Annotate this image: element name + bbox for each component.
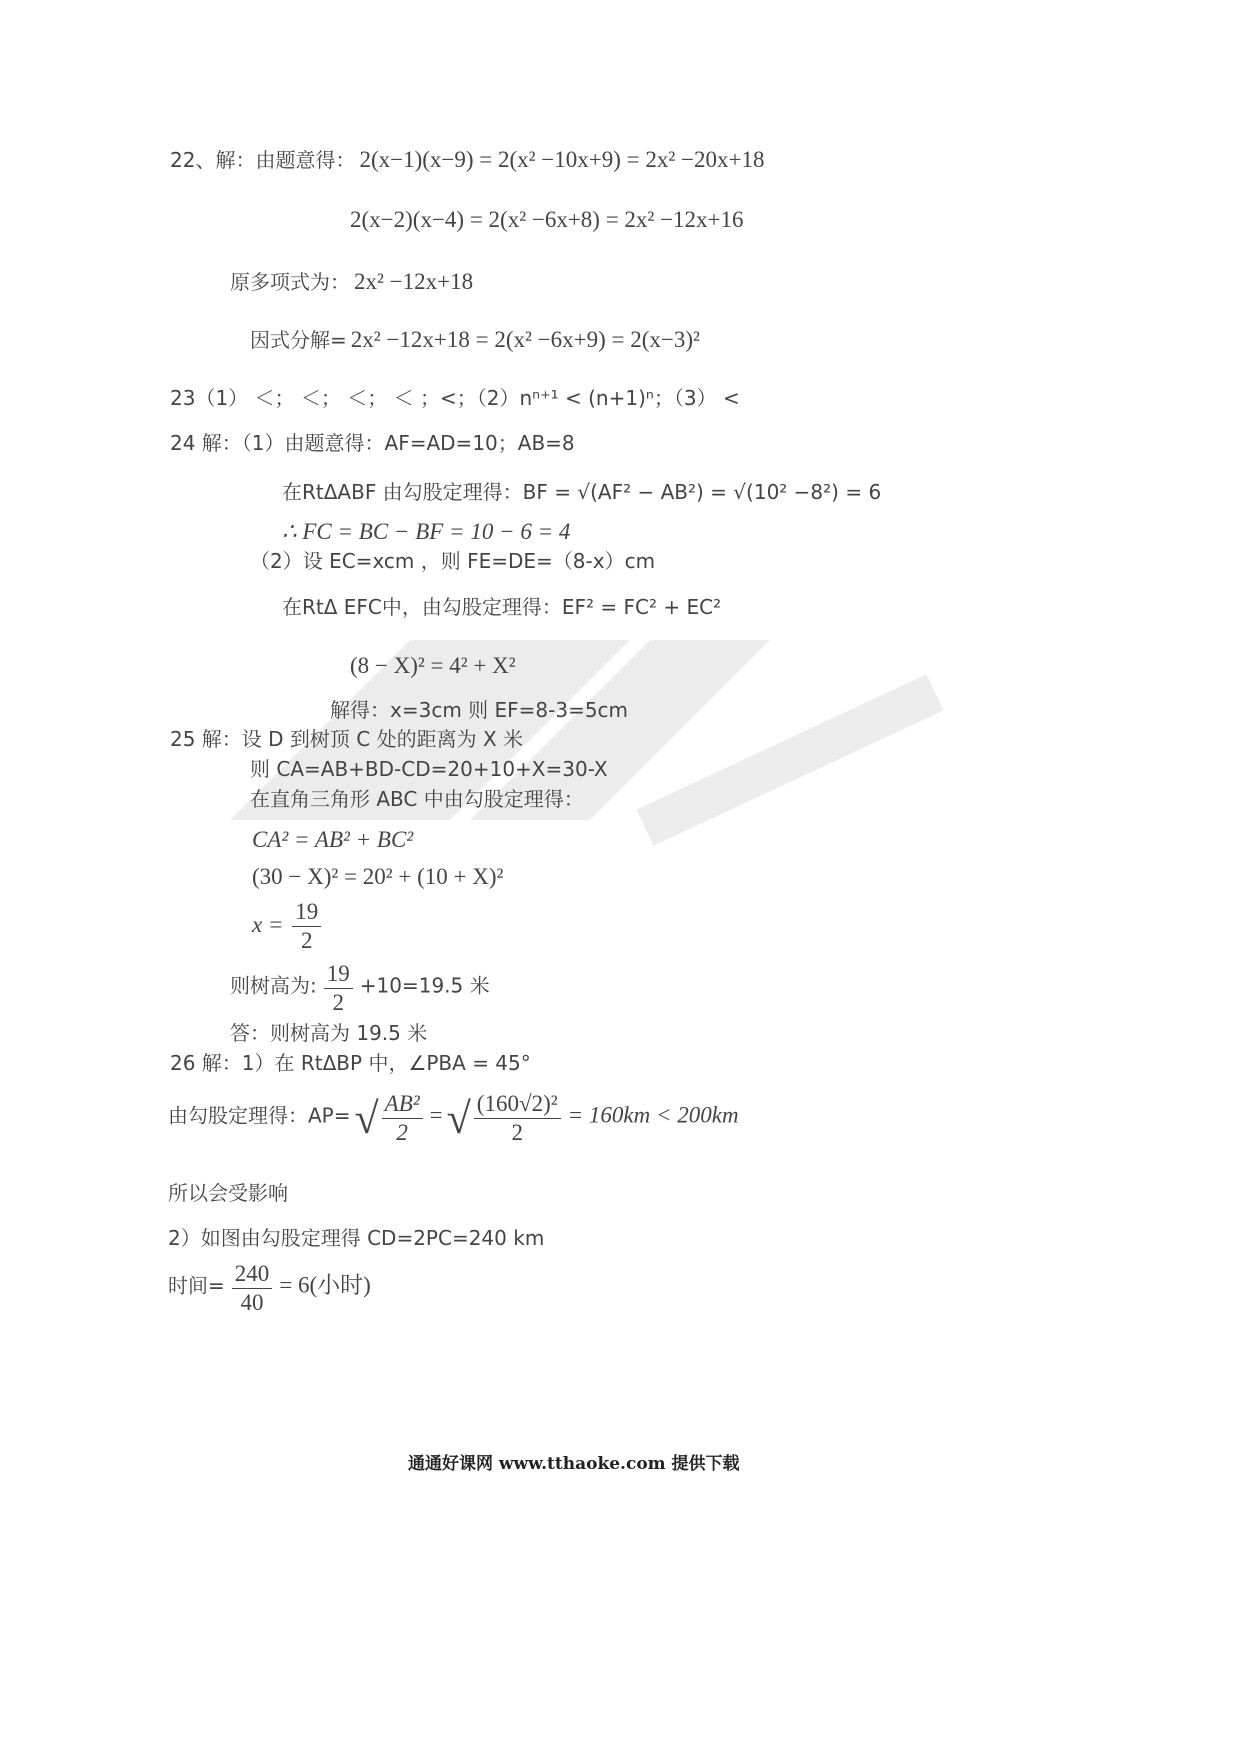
q22-line	[170, 148, 764, 171]
q22-factor-line	[250, 328, 700, 351]
q25-x-solution	[252, 900, 324, 953]
q25-height-fraction	[324, 962, 353, 1015]
q26-equals: =	[429, 1102, 443, 1128]
q22-poly-line	[230, 270, 473, 293]
q25-eq2: (30 − X)² = 20² + (10 + X)²	[252, 864, 504, 889]
q24-line3: ∴ FC = BC − BF = 10 − 6 = 4	[282, 519, 571, 544]
q22-label: 22、解：由题意得：	[170, 148, 356, 172]
q25-height-line	[230, 962, 490, 1015]
q26-ap-label: 由勾股定理得：AP=	[168, 1103, 351, 1128]
q24-line6: (8 − X)² = 4² + X²	[350, 653, 516, 678]
q26-line1: 26 解：1）在 RtΔBP 中，∠PBA = 45°	[170, 1051, 531, 1075]
q26-radical-1	[355, 1092, 426, 1145]
q26-fraction-1-numerator: AB²	[382, 1092, 423, 1119]
q24-line2: 在RtΔABF 由勾股定理得：BF = √(AF² − AB²) = √(10² −8²) = 6	[282, 480, 882, 504]
q26-time-result: = 6(小时)	[279, 1272, 371, 1298]
q24-line5: 在RtΔ EFC中，由勾股定理得：EF² = FC² + EC²	[282, 595, 722, 619]
q24-line1: 24 解：（1）由题意得：AF=AD=10；AB=8	[170, 431, 575, 455]
q25-x-numerator: 19	[292, 900, 321, 927]
q26-ap-result: = 160km < 200km	[567, 1102, 739, 1128]
q22-poly: 2x² −12x+18	[354, 269, 474, 294]
q22-factor: 2x² −12x+18 = 2(x² −6x+9) = 2(x−3)²	[350, 327, 700, 352]
q25-line3: 在直角三角形 ABC 中由勾股定理得：	[250, 787, 584, 811]
q25-answer: 答：则树高为 19.5 米	[230, 1021, 428, 1045]
q22-factor-label: 因式分解=	[250, 328, 347, 352]
q26-part2: 2）如图由勾股定理得 CD=2PC=240 km	[168, 1226, 545, 1250]
q25-eq1: CA² = AB² + BC²	[252, 827, 414, 852]
q22-eq1: 2(x−1)(x−9) = 2(x² −10x+9) = 2x² −20x+18	[359, 147, 765, 172]
q26-fraction-1	[382, 1092, 423, 1145]
page-footer: 通通好课网 www.tthaoke.com 提供下载	[408, 1454, 740, 1474]
q26-time-line	[168, 1262, 371, 1315]
q25-height-label: 则树高为:	[230, 973, 317, 998]
q26-radical-2	[447, 1092, 564, 1145]
q25-height-numerator: 19	[324, 962, 353, 989]
q25-x-lhs: x =	[252, 911, 284, 937]
sqrt-icon: √	[354, 1093, 379, 1143]
q25-x-fraction	[292, 900, 321, 953]
q24-line7: 解得：x=3cm 则 EF=8-3=5cm	[330, 698, 629, 722]
q26-conclusion: 所以会受影响	[168, 1181, 288, 1205]
q24-line4: （2）设 EC=xcm ，则 FE=DE=（8-x）cm	[250, 549, 656, 573]
q25-line1: 25 解：设 D 到树顶 C 处的距离为 X 米	[170, 727, 524, 751]
q25-x-denominator: 2	[300, 928, 313, 954]
q25-height-denominator: 2	[332, 990, 344, 1016]
q26-ap-line	[168, 1092, 739, 1145]
q26-fraction-2	[474, 1092, 561, 1145]
q26-fraction-2-numerator: (160√2)²	[474, 1092, 561, 1119]
q26-fraction-2-denominator: 2	[511, 1120, 523, 1146]
q25-height-rest: +10=19.5 米	[359, 973, 490, 998]
q26-fraction-1-denominator: 2	[396, 1120, 408, 1146]
q26-time-fraction	[232, 1262, 273, 1315]
q25-line2: 则 CA=AB+BD-CD=20+10+X=30-X	[250, 757, 608, 781]
q22-eq2: 2(x−2)(x−4) = 2(x² −6x+8) = 2x² −12x+16	[350, 207, 744, 232]
q23-line: 23（1） ＜； ＜； ＜； ＜ ；<；（2）nⁿ⁺¹ < (n+1)ⁿ；（3） <	[170, 386, 740, 410]
q26-time-denominator: 40	[240, 1290, 264, 1316]
q22-poly-label: 原多项式为：	[230, 270, 350, 294]
sqrt-icon: √	[446, 1093, 471, 1143]
q26-time-label: 时间=	[168, 1273, 225, 1298]
q26-time-numerator: 240	[232, 1262, 273, 1289]
